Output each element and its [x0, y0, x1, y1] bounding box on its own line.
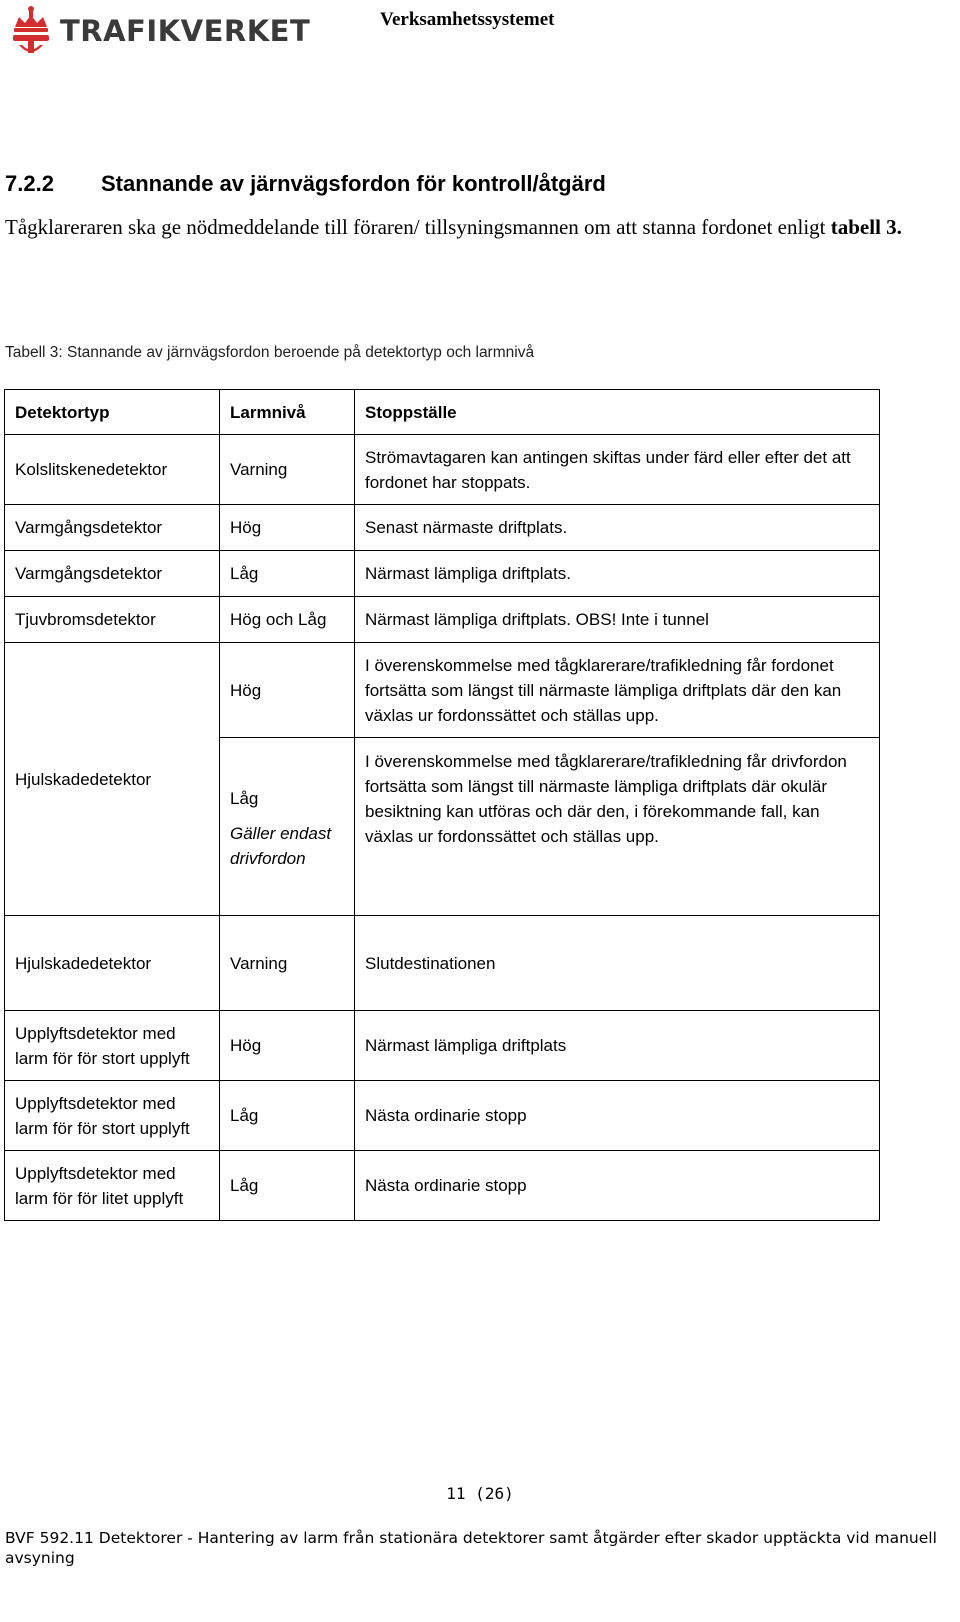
stop-location-cell: Närmast lämpliga driftplats. OBS! Inte i tunnel: [355, 597, 880, 643]
page-number: 11 (26): [446, 1484, 514, 1503]
detector-type-cell: Hjulskadedetektor: [5, 643, 220, 916]
stop-location-cell: I överenskommelse med tågklarerare/trafikledning får drivfordon fortsätta som längst till närmaste lämpliga driftplats där okulär besiktning kan utföras och där den, i förekommande fall, kan växlas ur fordonssättet och ställas upp.: [355, 738, 880, 916]
table-row: [5, 643, 880, 738]
stop-location-cell: Nästa ordinarie stopp: [355, 1081, 880, 1151]
intro-paragraph: [5, 214, 945, 241]
org-title: Verksamhetssystemet: [380, 9, 555, 30]
stop-location-cell: Slutdestinationen: [355, 916, 880, 1011]
table-row: [5, 597, 880, 643]
alarm-level-cell: Varning: [220, 916, 355, 1011]
trafikverket-logo: [10, 4, 310, 58]
alarm-level-cell: Låg: [220, 1081, 355, 1151]
alarm-level-note: Gäller endast drivfordon: [230, 824, 332, 868]
crown-emblem-icon: [10, 5, 52, 57]
detector-type-cell: Tjuvbromsdetektor: [5, 597, 220, 643]
stop-location-cell: I överenskommelse med tågklarerare/trafikledning får fordonet fortsätta som längst till närmaste lämpliga driftplats där den kan växlas ur fordonssättet och ställas upp.: [355, 643, 880, 738]
alarm-level-cell: Varning: [220, 435, 355, 505]
table-row: [5, 916, 880, 1011]
stop-location-cell: Nästa ordinarie stopp: [355, 1151, 880, 1221]
alarm-level-cell: Hög: [220, 505, 355, 551]
stop-location-cell: Senast närmaste driftplats.: [355, 505, 880, 551]
table-row: [5, 505, 880, 551]
alarm-level-cell: Hög: [220, 643, 355, 738]
header-alarm-level: Larmnivå: [220, 390, 355, 435]
alarm-level-cell: Hög: [220, 1011, 355, 1081]
table-row: [5, 1151, 880, 1221]
logo-wordmark: TRAFIKVERKET: [60, 14, 311, 48]
stop-location-cell: Strömavtagaren kan antingen skiftas under färd eller efter det att fordonet har stoppats.: [355, 435, 880, 505]
detector-type-cell: Upplyftsdetektor med larm för för litet upplyft: [5, 1151, 220, 1221]
detector-stop-table: [4, 389, 880, 1221]
alarm-level-cell: [220, 738, 355, 916]
header-stop-location: Stoppställe: [355, 390, 880, 435]
table-row: [5, 551, 880, 597]
alarm-level-cell: Hög och Låg: [220, 597, 355, 643]
detector-type-cell: Upplyftsdetektor med larm för för stort upplyft: [5, 1011, 220, 1081]
stop-location-cell: Närmast lämpliga driftplats.: [355, 551, 880, 597]
detector-type-cell: Upplyftsdetektor med larm för för stort upplyft: [5, 1081, 220, 1151]
detector-type-cell: Varmgångsdetektor: [5, 505, 220, 551]
table-row: [5, 1081, 880, 1151]
alarm-level-cell: Låg: [220, 551, 355, 597]
document-footer: BVF 592.11 Detektorer - Hantering av larm från stationära detektorer samt åtgärder efter skador upptäckta vid manuell avsyning: [5, 1529, 937, 1567]
detector-type-cell: Varmgångsdetektor: [5, 551, 220, 597]
table-row: [5, 435, 880, 505]
detector-type-cell: Hjulskadedetektor: [5, 916, 220, 1011]
table-row: [5, 1011, 880, 1081]
detector-type-cell: Kolslitskenedetektor: [5, 435, 220, 505]
table-caption: Tabell 3: Stannande av järnvägsfordon beroende på detektortyp och larmnivå: [5, 344, 535, 361]
table-header-row: [5, 390, 880, 435]
alarm-level-text: Låg: [230, 789, 259, 808]
section-title: Stannande av järnvägsfordon för kontroll/åtgärd: [101, 171, 606, 196]
section-number: 7.2.2: [5, 171, 54, 196]
header-detector-type: Detektortyp: [5, 390, 220, 435]
stop-location-cell: Närmast lämpliga driftplats: [355, 1011, 880, 1081]
table-reference: tabell 3.: [830, 215, 902, 239]
alarm-level-cell: Låg: [220, 1151, 355, 1221]
intro-text: Tågklareraren ska ge nödmeddelande till föraren/ tillsyningsmannen om att stanna fordonet enligt: [5, 215, 831, 239]
section-heading: [5, 171, 606, 197]
